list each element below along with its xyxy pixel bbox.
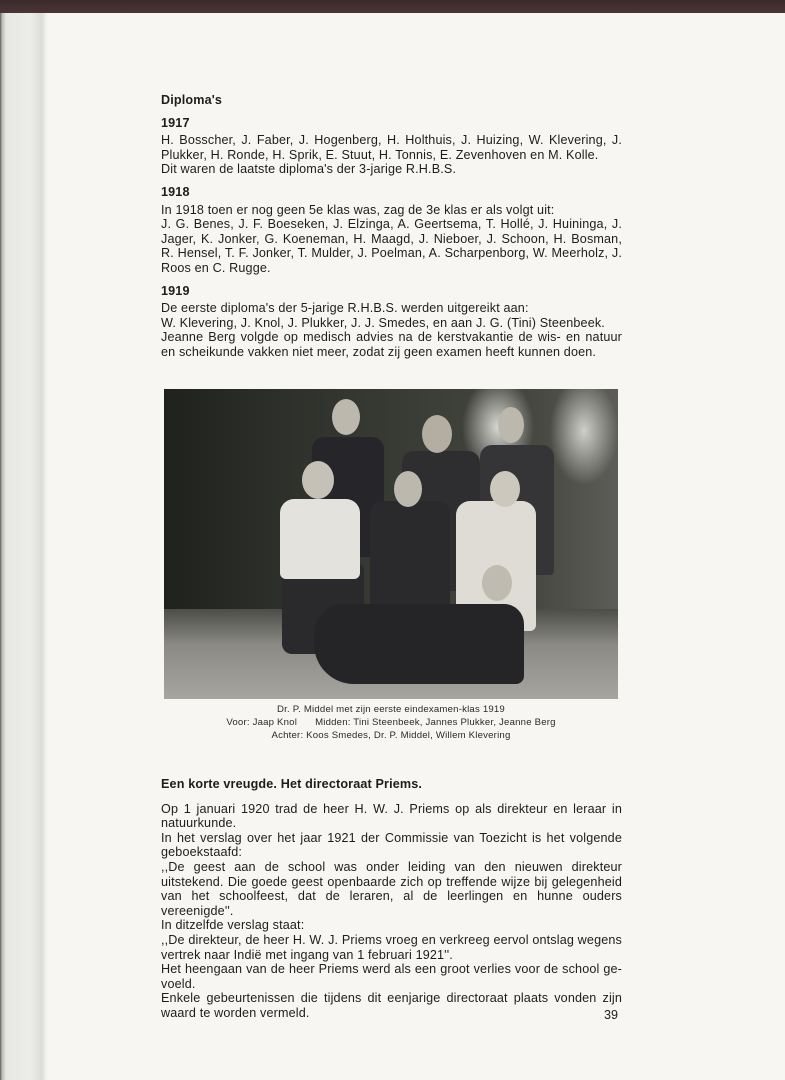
- book-spine-gutter: [0, 13, 48, 1080]
- section-title-diplomas: Diploma's: [161, 93, 223, 107]
- paragraph: Jeanne Berg volgde op medisch advies na de kerstvakantie de wis- en natuur en scheikunde vakken niet meer, zodat zij geen examen heeft kunnen doen.: [161, 330, 622, 359]
- priems-section: [161, 777, 622, 1021]
- quote-paragraph: ,,De geest aan de school was onder leiding van den nieuwen direkteur uitstekend. Die goede geest openbaarde zich op treffende wijze bij gelegenheid van het schoolfeest, dat de leraren, al de leerlingen en hunne ouders vereenigde''.: [161, 859, 622, 918]
- caption-line-2: [164, 716, 618, 729]
- paragraph: De eerste diploma's der 5-jarige R.H.B.S. werden uitgereikt aan:: [161, 301, 529, 316]
- paragraph: In ditzelfde verslag staat:: [161, 918, 305, 933]
- year-block-1917: [161, 116, 622, 177]
- year-heading: 1918: [161, 184, 190, 199]
- group-photograph: [164, 389, 618, 699]
- paragraph: In 1918 toen er nog geen 5e klas was, zag de 3e klas er als volgt uit:: [161, 202, 555, 217]
- paragraph: Op 1 januari 1920 trad de heer H. W. J. Priems op als direkteur en leraar in natuurkunde.: [161, 801, 622, 831]
- year-heading: 1919: [161, 283, 190, 298]
- caption-line-1: Dr. P. Middel met zijn eerste eindexamen-klas 1919: [277, 704, 505, 715]
- quote-paragraph: ,,De direkteur, de heer H. W. J. Priems vroeg en verkreeg eervol ontslag wegens vertrek naar Indië met ingang van 1 februari 1921''.: [161, 932, 622, 962]
- caption-front: Voor: Jaap Knol: [226, 717, 298, 729]
- year-heading: 1917: [161, 115, 190, 130]
- caption-line-3: Achter: Koos Smedes, Dr. P. Middel, Willem Klevering: [271, 730, 511, 742]
- section-title-priems: Een korte vreugde. Het directoraat Priems.: [161, 777, 423, 791]
- paragraph: W. Klevering, J. Knol, J. Plukker, J. J. Smedes, en aan J. G. (Tini) Steenbeek.: [161, 315, 605, 330]
- paragraph: Enkele gebeurtenissen die tijdens dit eenjarige directoraat plaats vonden zijn waard te worden vermeld.: [161, 991, 622, 1020]
- paragraph: J. G. Benes, J. F. Boeseken, J. Elzinga, A. Geertsema, T. Hollé, J. Huininga, J. Jager, K. Jonker, G. Koeneman, H. Maagd, J. Nieboer, J. Schoon, H. Bosman, R. Hensel, T. F. Jonker, T. Mulder, J. Poelman, A. Scharpenborg, W. Meerholz, J. Roos en C. Rugge.: [161, 217, 622, 275]
- year-block-1918: [161, 185, 622, 276]
- page-number: 39: [604, 1008, 619, 1022]
- paragraph: In het verslag over het jaar 1921 der Commissie van Toezicht is het volgende geboekstaafd:: [161, 830, 622, 860]
- paragraph: Het heengaan van de heer Priems werd als een groot verlies voor de school ge-voeld.: [161, 962, 622, 991]
- paragraph: Dit waren de laatste diploma's der 3-jarige R.H.B.S.: [161, 162, 457, 177]
- photo-caption: [164, 703, 618, 743]
- diplomas-section: [161, 93, 622, 368]
- book-top-edge: [0, 0, 785, 13]
- paragraph: H. Bosscher, J. Faber, J. Hogenberg, H. Holthuis, J. Huizing, W. Klevering, J. Plukker, H. Ronde, H. Sprik, E. Stuut, H. Tonnis, E. Zevenhoven en M. Kolle.: [161, 133, 622, 162]
- caption-middle: Midden: Tini Steenbeek, Jannes Plukker, Jeanne Berg: [315, 717, 556, 729]
- year-block-1919: [161, 284, 622, 360]
